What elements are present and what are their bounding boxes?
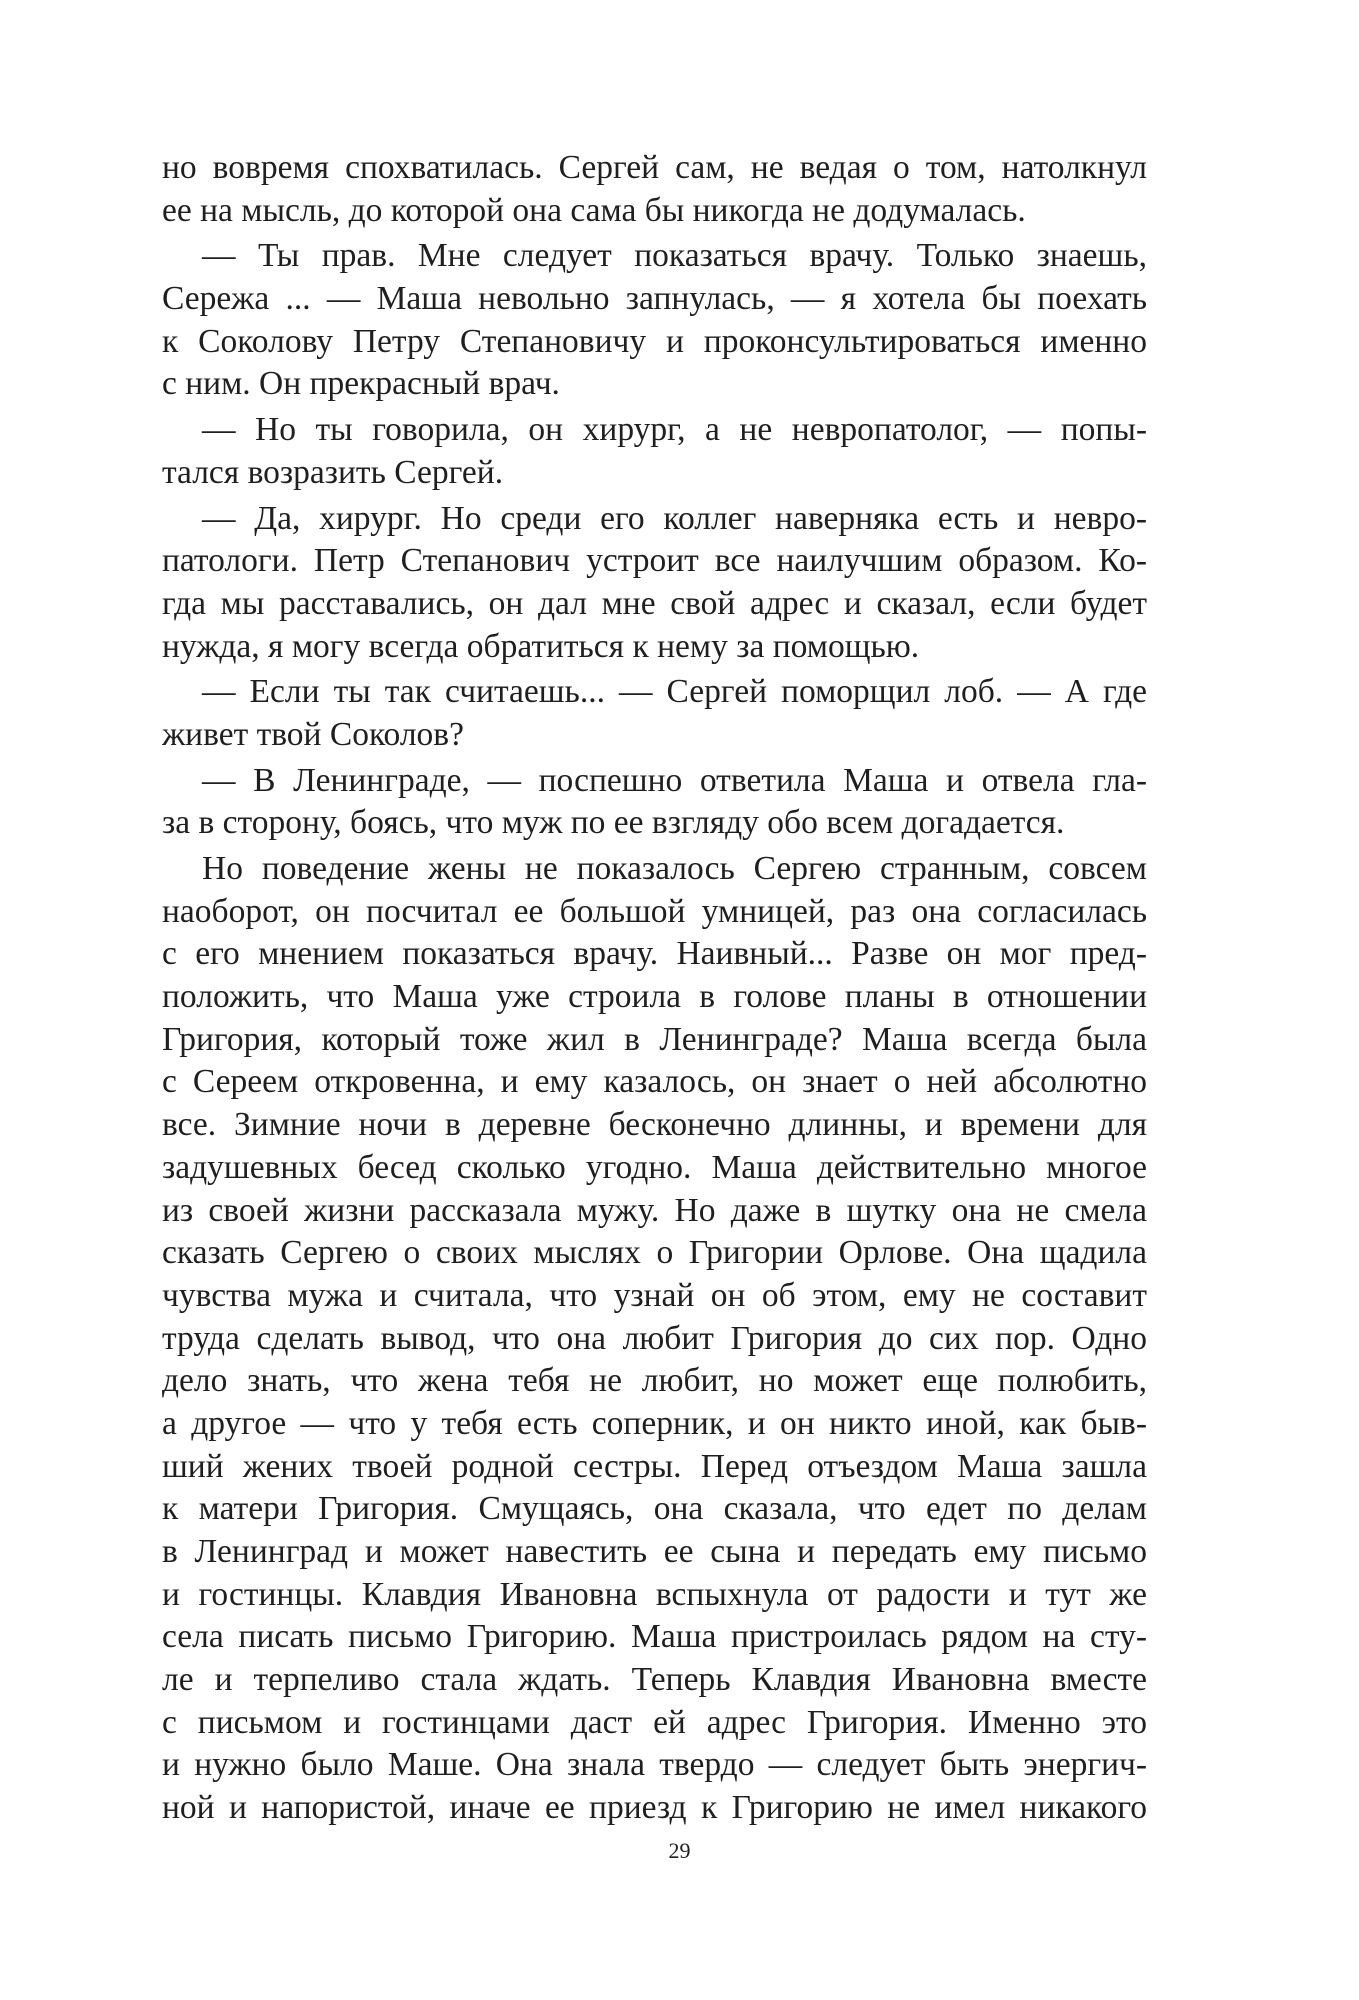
text-line: с ним. Он прекрасный врач. xyxy=(162,365,560,403)
text-line: из своей жизни рассказала мужу. Но даже в шутку она не смела xyxy=(162,1191,1147,1229)
text-line: ший жених твоей родной сестры. Перед отъездом Маша зашла xyxy=(162,1447,1147,1485)
page-number: 29 xyxy=(668,1838,691,1863)
text-line: и гостинцы. Клавдия Ивановна вспыхнула от радости и тут же xyxy=(162,1575,1147,1613)
text-line: — Да, хирург. Но среди его коллег наверняка есть и невро- xyxy=(202,499,1147,537)
text-line: села писать письмо Григорию. Маша пристроилась рядом на сту- xyxy=(162,1618,1147,1656)
paragraph xyxy=(162,147,1147,232)
text-line: с его мнением показаться врачу. Наивный... Разве он мог пред- xyxy=(162,935,1147,973)
text-line: ее на мысль, до которой она сама бы никогда не додумалась. xyxy=(162,191,1026,229)
text-line: с Сереем откровенна, и ему казалось, он знает о ней абсолютно xyxy=(162,1063,1147,1101)
text-line: труда сделать вывод, что она любит Григория до сих пор. Одно xyxy=(162,1319,1147,1357)
text-line: сказать Сергею о своих мыслях о Григории Орлове. Она щадила xyxy=(162,1234,1147,1272)
text-line: все. Зимние ночи в деревне бесконечно длинны, и времени для xyxy=(162,1106,1147,1144)
text-line: дело знать, что жена тебя не любит, но может еще полюбить, xyxy=(162,1362,1147,1400)
text-line: — Ты прав. Мне следует показаться врачу. Только знаешь, xyxy=(202,237,1147,275)
text-line: и нужно было Маше. Она знала твердо — следует быть энергич- xyxy=(162,1746,1147,1784)
paragraph xyxy=(162,848,1147,1830)
paragraph xyxy=(162,498,1147,669)
text-line: Григория, который тоже жил в Ленинграде? Маша всегда была xyxy=(162,1020,1147,1058)
text-line: к матери Григория. Смущаясь, она сказала, что едет по делам xyxy=(162,1490,1147,1528)
text-line: за в сторону, боясь, что муж по ее взгляду обо всем догадается. xyxy=(162,804,1065,842)
text-line: в Ленинград и может навестить ее сына и передать ему письмо xyxy=(162,1533,1147,1570)
text-line: к Соколову Петру Степановичу и проконсультироваться именно xyxy=(162,322,1147,360)
text-line: нужда, я могу всегда обратиться к нему за помощью. xyxy=(162,627,920,665)
paragraph xyxy=(162,409,1147,494)
text-line: Сережа ... — Маша невольно запнулась, — я хотела бы поехать xyxy=(162,280,1147,318)
text-line: — Но ты говорила, он хирург, а не невропатолог, — попы- xyxy=(202,411,1147,449)
paragraph xyxy=(162,671,1147,756)
body-text xyxy=(162,147,1147,1830)
text-line: а другое — что у тебя есть соперник, и он никто иной, как быв- xyxy=(162,1404,1147,1442)
paragraph xyxy=(162,760,1147,845)
text-line: тался возразить Сергей. xyxy=(162,453,504,491)
text-line: Но поведение жены не показалось Сергею странным, совсем xyxy=(202,850,1147,887)
text-line: наоборот, он посчитал ее большой умницей, раз она согласилась xyxy=(162,892,1147,930)
text-line: положить, что Маша уже строила в голове планы в отношении xyxy=(162,978,1147,1016)
text-line: ле и терпеливо стала ждать. Теперь Клавдия Ивановна вместе xyxy=(162,1661,1147,1699)
text-line: — В Ленинграде, — поспешно ответила Маша и отвела гла- xyxy=(202,761,1147,799)
text-line: ной и напористой, иначе ее приезд к Григорию не имел никакого xyxy=(162,1789,1147,1827)
text-line: с письмом и гостинцами даст ей адрес Григория. Именно это xyxy=(162,1703,1147,1741)
text-line: — Если ты так считаешь... — Сергей поморщил лоб. — А где xyxy=(202,673,1147,711)
paragraph xyxy=(162,235,1147,406)
text-line: гда мы расставались, он дал мне свой адрес и сказал, если будет xyxy=(162,584,1147,622)
text-line: чувства мужа и считала, что узнай он об этом, ему не составит xyxy=(162,1276,1147,1314)
text-line: задушевных бесед сколько угодно. Маша действительно многое xyxy=(162,1148,1147,1186)
text-line: патологи. Петр Степанович устроит все наилучшим образом. Ко- xyxy=(162,542,1147,580)
text-line: живет твой Соколов? xyxy=(162,715,464,753)
text-line: но вовремя спохватилась. Сергей сам, не ведая о том, натолкнул xyxy=(162,149,1147,186)
